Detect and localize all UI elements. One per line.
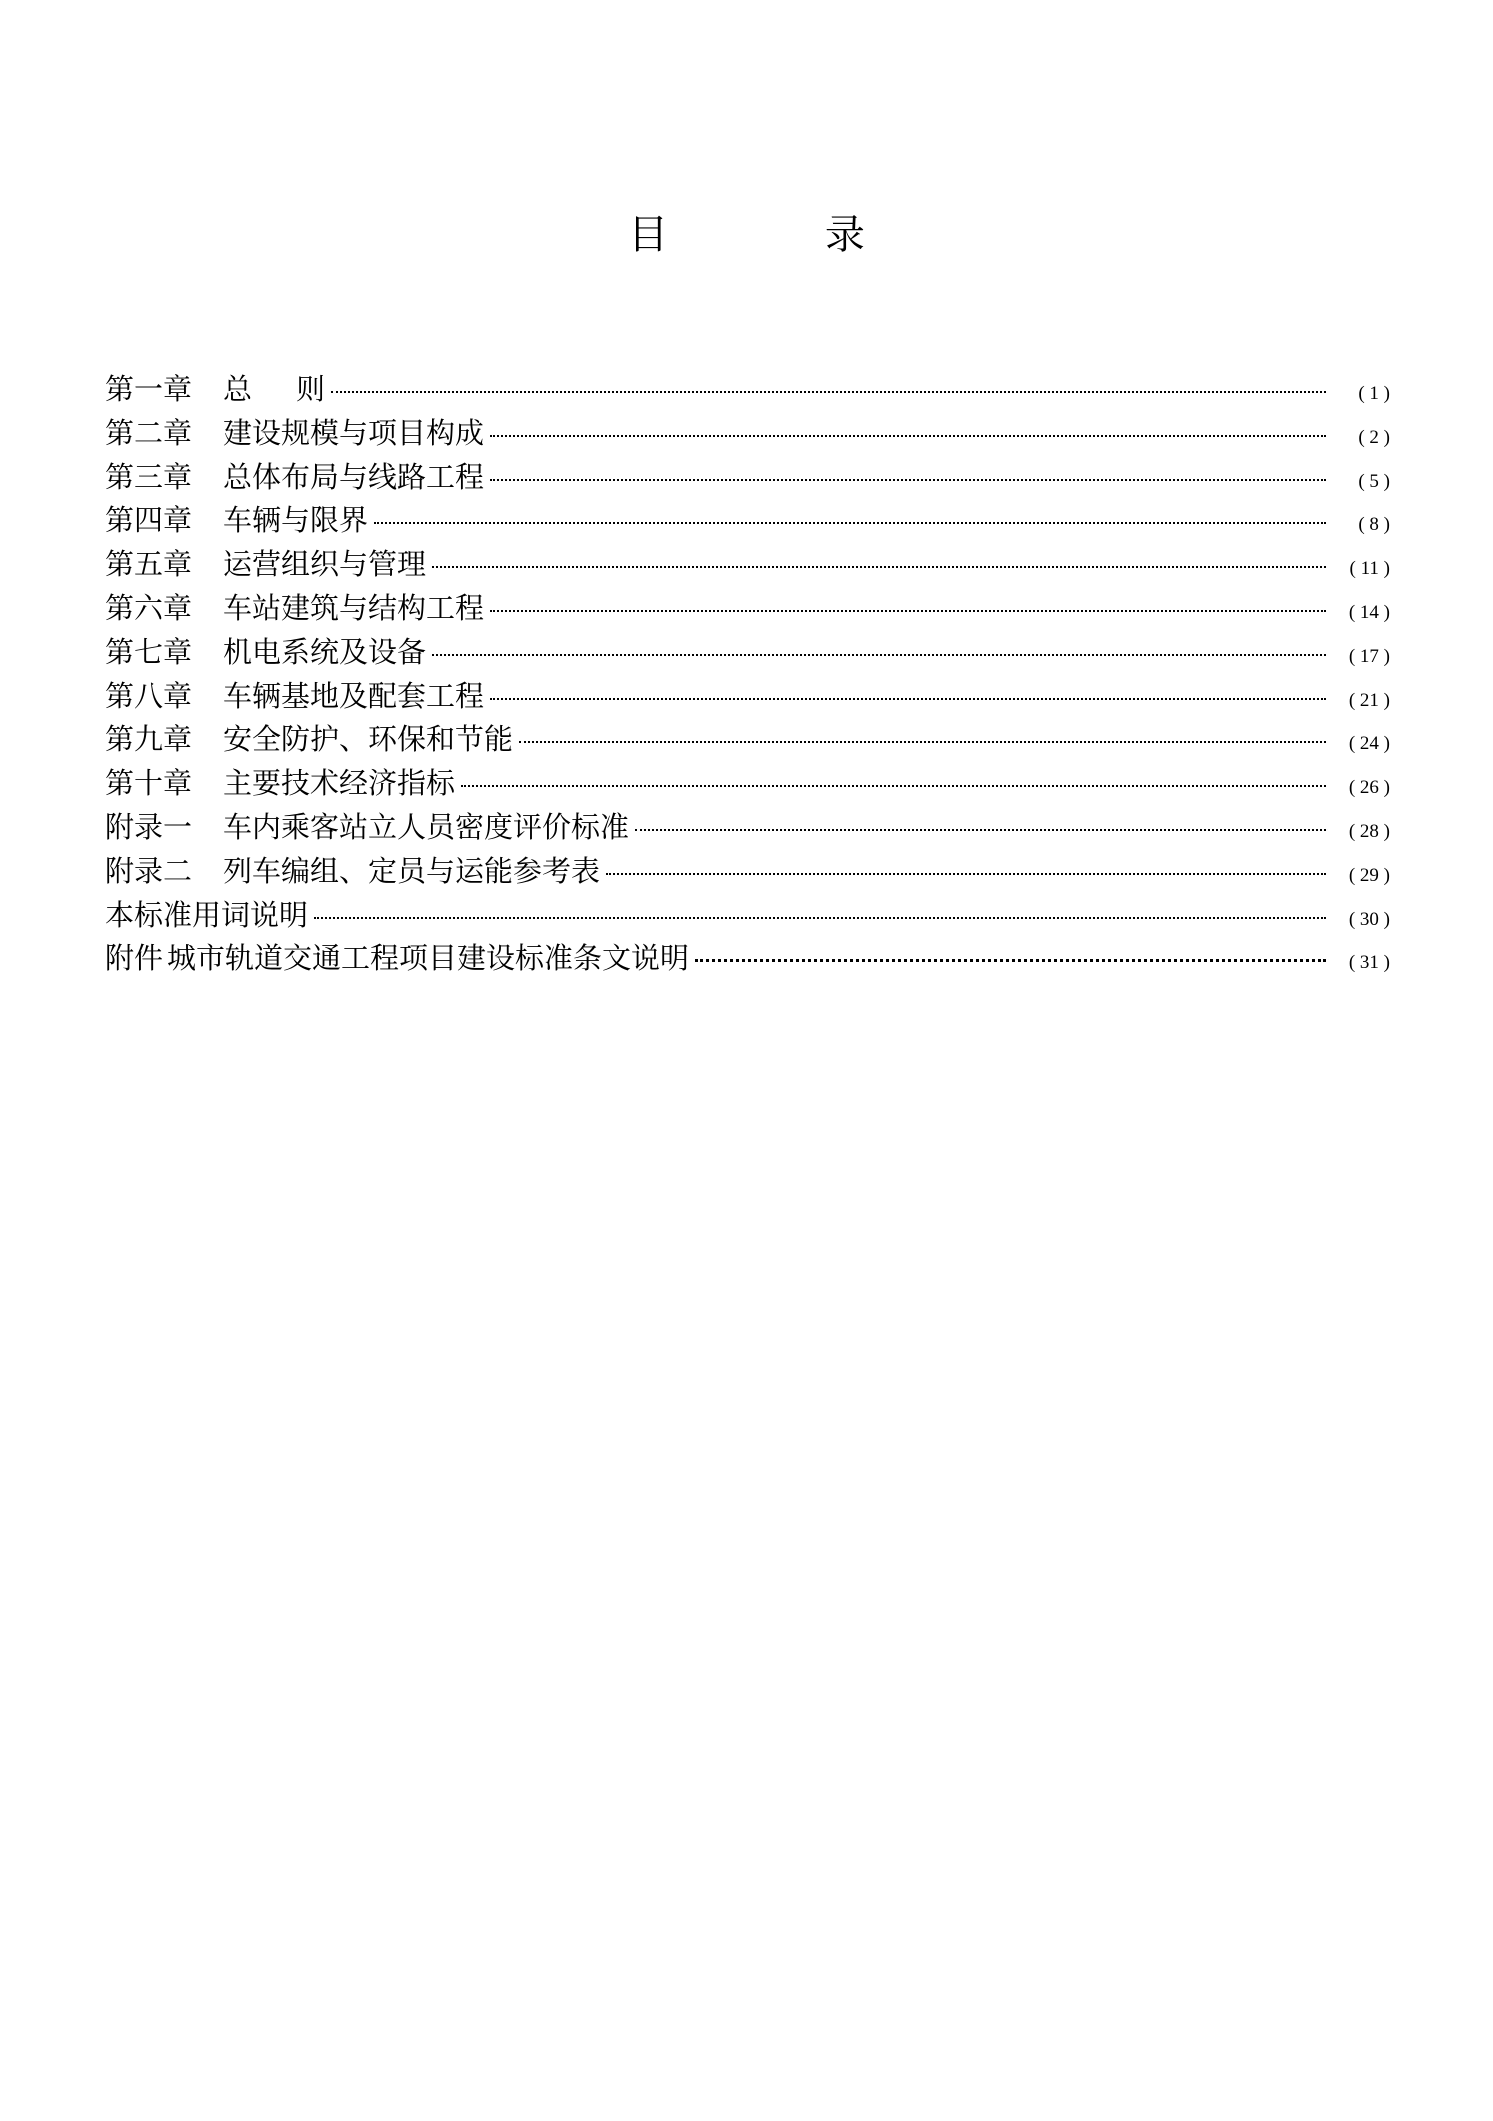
dot-leader	[490, 479, 1326, 481]
toc-chapter-number: 附件	[105, 941, 164, 976]
toc-chapter-number: 第六章	[105, 590, 193, 625]
dot-leader	[432, 566, 1326, 568]
dot-leader	[490, 435, 1326, 437]
toc-page-number: ( 31 )	[1348, 952, 1390, 974]
dot-leader	[432, 654, 1326, 656]
toc-page-number: ( 8 )	[1358, 514, 1390, 536]
toc-chapter-number: 附录一	[105, 809, 193, 844]
toc-chapter-number: 附录二	[105, 853, 193, 888]
toc-page-number: ( 30 )	[1348, 908, 1390, 930]
dot-leader	[461, 785, 1326, 787]
toc-entry-terminology[interactable]	[105, 894, 1390, 938]
toc-chapter-number: 第四章	[105, 503, 193, 538]
dot-leader	[606, 873, 1326, 875]
toc-chapter-number: 第九章	[105, 722, 193, 757]
toc-page-number: ( 26 )	[1348, 777, 1390, 799]
toc-page-number: ( 14 )	[1348, 601, 1390, 623]
toc-heading: 车站建筑与结构工程	[223, 590, 485, 625]
toc-page-number: ( 29 )	[1348, 864, 1390, 886]
toc-heading: 车辆基地及配套工程	[223, 678, 485, 713]
toc-page-number: ( 21 )	[1348, 689, 1390, 711]
toc-page-number: ( 11 )	[1349, 558, 1390, 580]
toc-entry-appendix-2[interactable]	[105, 850, 1390, 894]
toc-heading: 总体布局与线路工程	[223, 459, 485, 494]
toc-page-number: ( 28 )	[1348, 820, 1390, 842]
toc-chapter-number: 第八章	[105, 678, 193, 713]
dot-leader	[374, 522, 1326, 524]
toc-heading: 总则	[223, 372, 326, 406]
toc-entry-chapter-2[interactable]	[105, 412, 1390, 456]
toc-entry-chapter-7[interactable]	[105, 631, 1390, 675]
toc-heading: 安全防护、环保和节能	[223, 722, 514, 757]
toc-chapter-number: 第七章	[105, 634, 193, 669]
toc-heading: 运营组织与管理	[223, 547, 427, 582]
toc-entry-chapter-1[interactable]	[105, 368, 1390, 412]
toc-entry-appendix-1[interactable]	[105, 806, 1390, 850]
table-of-contents	[105, 368, 1390, 981]
dot-leader	[331, 391, 1326, 393]
toc-chapter-number: 第一章	[105, 372, 193, 406]
toc-heading: 车辆与限界	[223, 503, 369, 538]
toc-entry-chapter-5[interactable]	[105, 543, 1390, 587]
toc-page-number: ( 24 )	[1348, 733, 1390, 755]
dot-leader	[519, 741, 1326, 743]
toc-page-number: ( 5 )	[1358, 470, 1390, 492]
dot-leader	[490, 698, 1326, 700]
toc-chapter-number: 第十章	[105, 766, 193, 801]
toc-chapter-number: 第二章	[105, 415, 193, 450]
toc-entry-chapter-9[interactable]	[105, 718, 1390, 762]
toc-heading: 城市轨道交通工程项目建设标准条文说明	[167, 941, 690, 976]
toc-page-number: ( 17 )	[1348, 645, 1390, 667]
dot-leader	[314, 917, 1326, 919]
dot-leader	[635, 829, 1326, 831]
toc-heading: 机电系统及设备	[223, 634, 427, 669]
toc-heading: 建设规模与项目构成	[223, 415, 485, 450]
toc-heading: 车内乘客站立人员密度评价标准	[223, 809, 630, 844]
toc-heading: 主要技术经济指标	[223, 766, 456, 801]
toc-entry-attachment[interactable]	[105, 937, 1390, 981]
toc-page-number: ( 2 )	[1358, 426, 1390, 448]
toc-entry-chapter-3[interactable]	[105, 456, 1390, 500]
dot-leader	[490, 610, 1326, 612]
dot-leader	[695, 959, 1326, 962]
toc-entry-chapter-8[interactable]	[105, 675, 1390, 719]
toc-entry-chapter-10[interactable]	[105, 762, 1390, 806]
toc-entry-chapter-4[interactable]	[105, 499, 1390, 543]
page-title: 目 录	[628, 212, 937, 258]
toc-entry-chapter-6[interactable]	[105, 587, 1390, 631]
toc-chapter-number: 第五章	[105, 547, 193, 582]
toc-page-number: ( 1 )	[1358, 383, 1390, 404]
toc-heading: 本标准用词说明	[105, 897, 309, 932]
toc-heading: 列车编组、定员与运能参考表	[223, 853, 601, 888]
toc-chapter-number: 第三章	[105, 459, 193, 494]
